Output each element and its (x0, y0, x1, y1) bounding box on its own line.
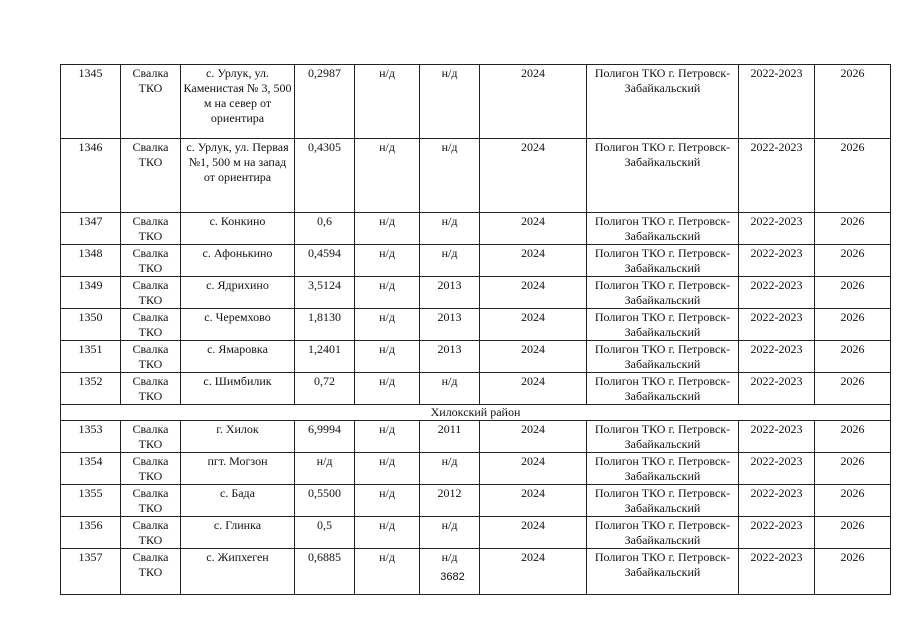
section-row (61, 405, 891, 421)
cell-start-year: 2011 (420, 421, 480, 453)
cell-volume: н/д (355, 421, 420, 453)
cell-volume: н/д (355, 453, 420, 485)
cell-volume: н/д (355, 517, 420, 549)
table-row (61, 341, 891, 373)
cell-start-year: 2013 (420, 277, 480, 309)
cell-completion-year: 2026 (815, 549, 891, 595)
cell-destination-facility: Полигон ТКО г. Петровск-Забайкальский (587, 549, 739, 595)
cell-destination-facility: Полигон ТКО г. Петровск-Забайкальский (587, 421, 739, 453)
table-row (61, 453, 891, 485)
cell-row-number: 1347 (61, 213, 121, 245)
cell-object-type: Свалка ТКО (121, 453, 181, 485)
cell-completion-year: 2026 (815, 421, 891, 453)
cell-destination-facility: Полигон ТКО г. Петровск-Забайкальский (587, 277, 739, 309)
cell-closure-year: 2024 (480, 517, 587, 549)
cell-completion-year: 2026 (815, 277, 891, 309)
cell-area-ha: 0,4305 (295, 139, 355, 213)
cell-completion-year: 2026 (815, 517, 891, 549)
table-row (61, 277, 891, 309)
dump-register-table (60, 64, 891, 595)
cell-closure-year: 2024 (480, 65, 587, 139)
cell-row-number: 1349 (61, 277, 121, 309)
cell-object-type: Свалка ТКО (121, 485, 181, 517)
cell-destination-facility: Полигон ТКО г. Петровск-Забайкальский (587, 517, 739, 549)
cell-volume: н/д (355, 245, 420, 277)
cell-reclamation-period: 2022-2023 (739, 341, 815, 373)
cell-destination-facility: Полигон ТКО г. Петровск-Забайкальский (587, 213, 739, 245)
page-number: 3682 (440, 571, 465, 583)
cell-object-type: Свалка ТКО (121, 65, 181, 139)
cell-area-ha: 3,5124 (295, 277, 355, 309)
cell-start-year: 2013 (420, 309, 480, 341)
cell-area-ha: 0,4594 (295, 245, 355, 277)
cell-object-type: Свалка ТКО (121, 421, 181, 453)
cell-volume: н/д (355, 65, 420, 139)
cell-start-year: н/д (420, 213, 480, 245)
table-row (61, 517, 891, 549)
cell-destination-facility: Полигон ТКО г. Петровск-Забайкальский (587, 65, 739, 139)
cell-row-number: 1346 (61, 139, 121, 213)
cell-location: с. Урлук, ул. Первая №1, 500 м на запад от ориентира (181, 139, 295, 213)
cell-area-ha: 0,5500 (295, 485, 355, 517)
cell-destination-facility: Полигон ТКО г. Петровск-Забайкальский (587, 245, 739, 277)
cell-destination-facility: Полигон ТКО г. Петровск-Забайкальский (587, 139, 739, 213)
cell-closure-year: 2024 (480, 421, 587, 453)
cell-volume: н/д (355, 309, 420, 341)
cell-volume: н/д (355, 485, 420, 517)
cell-start-year: н/д (420, 65, 480, 139)
cell-reclamation-period: 2022-2023 (739, 309, 815, 341)
cell-completion-year: 2026 (815, 139, 891, 213)
cell-destination-facility: Полигон ТКО г. Петровск-Забайкальский (587, 485, 739, 517)
cell-destination-facility: Полигон ТКО г. Петровск-Забайкальский (587, 341, 739, 373)
cell-location: с. Конкино (181, 213, 295, 245)
cell-area-ha: 1,8130 (295, 309, 355, 341)
cell-completion-year: 2026 (815, 453, 891, 485)
cell-area-ha: 0,72 (295, 373, 355, 405)
table-row (61, 245, 891, 277)
cell-location: пгт. Могзон (181, 453, 295, 485)
cell-completion-year: 2026 (815, 245, 891, 277)
cell-start-year: н/д (420, 373, 480, 405)
cell-row-number: 1356 (61, 517, 121, 549)
cell-object-type: Свалка ТКО (121, 341, 181, 373)
cell-location: с. Ядрихино (181, 277, 295, 309)
cell-reclamation-period: 2022-2023 (739, 421, 815, 453)
cell-area-ha: 1,2401 (295, 341, 355, 373)
cell-reclamation-period: 2022-2023 (739, 453, 815, 485)
cell-reclamation-period: 2022-2023 (739, 373, 815, 405)
cell-object-type: Свалка ТКО (121, 277, 181, 309)
cell-row-number: 1348 (61, 245, 121, 277)
cell-row-number: 1352 (61, 373, 121, 405)
cell-destination-facility: Полигон ТКО г. Петровск-Забайкальский (587, 309, 739, 341)
cell-object-type: Свалка ТКО (121, 549, 181, 595)
cell-completion-year: 2026 (815, 485, 891, 517)
cell-location: с. Черемхово (181, 309, 295, 341)
cell-completion-year: 2026 (815, 309, 891, 341)
table-row (61, 309, 891, 341)
cell-reclamation-period: 2022-2023 (739, 277, 815, 309)
cell-completion-year: 2026 (815, 373, 891, 405)
cell-volume: н/д (355, 549, 420, 595)
cell-closure-year: 2024 (480, 277, 587, 309)
cell-start-year: н/д (420, 245, 480, 277)
cell-row-number: 1353 (61, 421, 121, 453)
cell-start-year: н/д (420, 549, 480, 595)
cell-area-ha: 0,6 (295, 213, 355, 245)
cell-closure-year: 2024 (480, 139, 587, 213)
cell-closure-year: 2024 (480, 453, 587, 485)
cell-reclamation-period: 2022-2023 (739, 485, 815, 517)
cell-volume: н/д (355, 277, 420, 309)
cell-volume: н/д (355, 139, 420, 213)
cell-object-type: Свалка ТКО (121, 309, 181, 341)
cell-closure-year: 2024 (480, 245, 587, 277)
cell-location: г. Хилок (181, 421, 295, 453)
cell-volume: н/д (355, 213, 420, 245)
cell-location: с. Ямаровка (181, 341, 295, 373)
cell-start-year: н/д (420, 139, 480, 213)
cell-object-type: Свалка ТКО (121, 213, 181, 245)
cell-start-year: н/д (420, 517, 480, 549)
cell-row-number: 1354 (61, 453, 121, 485)
table-row (61, 65, 891, 139)
cell-reclamation-period: 2022-2023 (739, 65, 815, 139)
cell-area-ha: 0,2987 (295, 65, 355, 139)
table-row (61, 213, 891, 245)
table-row (61, 421, 891, 453)
rows-before-section (61, 65, 891, 405)
cell-object-type: Свалка ТКО (121, 517, 181, 549)
cell-object-type: Свалка ТКО (121, 245, 181, 277)
cell-destination-facility: Полигон ТКО г. Петровск-Забайкальский (587, 373, 739, 405)
cell-row-number: 1357 (61, 549, 121, 595)
cell-closure-year: 2024 (480, 373, 587, 405)
cell-completion-year: 2026 (815, 341, 891, 373)
table-row (61, 139, 891, 213)
table-row (61, 373, 891, 405)
cell-closure-year: 2024 (480, 213, 587, 245)
cell-start-year: н/д (420, 453, 480, 485)
cell-area-ha: 0,6885 (295, 549, 355, 595)
cell-reclamation-period: 2022-2023 (739, 213, 815, 245)
cell-location: с. Афонькино (181, 245, 295, 277)
cell-destination-facility: Полигон ТКО г. Петровск-Забайкальский (587, 453, 739, 485)
cell-start-year: 2013 (420, 341, 480, 373)
section-title: Хилокский район (61, 405, 891, 421)
cell-location: с. Шимбилик (181, 373, 295, 405)
cell-reclamation-period: 2022-2023 (739, 517, 815, 549)
cell-area-ha: 6,9994 (295, 421, 355, 453)
cell-closure-year: 2024 (480, 309, 587, 341)
cell-closure-year: 2024 (480, 549, 587, 595)
cell-object-type: Свалка ТКО (121, 373, 181, 405)
cell-row-number: 1345 (61, 65, 121, 139)
rows-after-section (61, 421, 891, 595)
cell-closure-year: 2024 (480, 485, 587, 517)
cell-completion-year: 2026 (815, 65, 891, 139)
cell-location: с. Урлук, ул. Каменистая № 3, 500 м на север от ориентира (181, 65, 295, 139)
cell-reclamation-period: 2022-2023 (739, 549, 815, 595)
cell-completion-year: 2026 (815, 213, 891, 245)
cell-row-number: 1350 (61, 309, 121, 341)
cell-area-ha: 0,5 (295, 517, 355, 549)
cell-volume: н/д (355, 341, 420, 373)
cell-object-type: Свалка ТКО (121, 139, 181, 213)
cell-start-year: 2012 (420, 485, 480, 517)
cell-location: с. Бада (181, 485, 295, 517)
section-group (61, 405, 891, 421)
cell-row-number: 1351 (61, 341, 121, 373)
table-row (61, 485, 891, 517)
cell-area-ha: н/д (295, 453, 355, 485)
cell-closure-year: 2024 (480, 341, 587, 373)
cell-location: с. Жипхеген (181, 549, 295, 595)
cell-volume: н/д (355, 373, 420, 405)
cell-location: с. Глинка (181, 517, 295, 549)
cell-reclamation-period: 2022-2023 (739, 139, 815, 213)
cell-row-number: 1355 (61, 485, 121, 517)
cell-reclamation-period: 2022-2023 (739, 245, 815, 277)
